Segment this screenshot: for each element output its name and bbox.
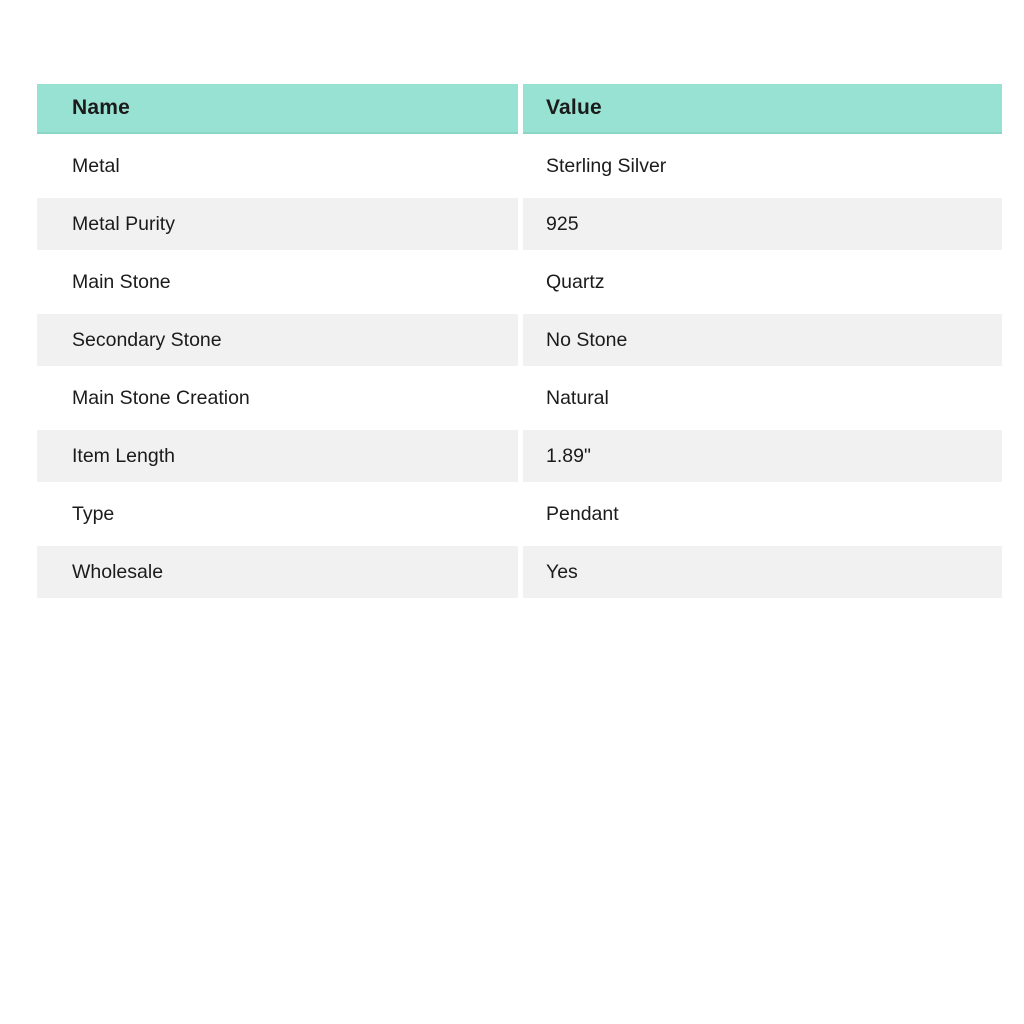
spec-name-cell: Wholesale (37, 546, 518, 598)
spec-name-cell: Main Stone (37, 256, 518, 308)
spec-value-cell: Sterling Silver (523, 140, 1002, 192)
table-row (37, 546, 1002, 598)
spec-value-cell: No Stone (523, 314, 1002, 366)
product-spec-table (37, 84, 1002, 604)
spec-name-cell: Secondary Stone (37, 314, 518, 366)
column-header-value: Value (523, 84, 1002, 134)
table-row (37, 256, 1002, 308)
spec-value-cell: 925 (523, 198, 1002, 250)
spec-value-cell: Natural (523, 372, 1002, 424)
column-header-name: Name (37, 84, 518, 134)
table-body (37, 140, 1002, 598)
spec-value-cell: 1.89" (523, 430, 1002, 482)
table-row (37, 314, 1002, 366)
spec-value-cell: Yes (523, 546, 1002, 598)
table-row (37, 372, 1002, 424)
table-row (37, 430, 1002, 482)
spec-name-cell: Main Stone Creation (37, 372, 518, 424)
spec-name-cell: Item Length (37, 430, 518, 482)
table-row (37, 198, 1002, 250)
table-header-row (37, 84, 1002, 134)
spec-name-cell: Metal (37, 140, 518, 192)
spec-value-cell: Quartz (523, 256, 1002, 308)
table-row (37, 140, 1002, 192)
spec-name-cell: Metal Purity (37, 198, 518, 250)
spec-name-cell: Type (37, 488, 518, 540)
spec-value-cell: Pendant (523, 488, 1002, 540)
table-row (37, 488, 1002, 540)
